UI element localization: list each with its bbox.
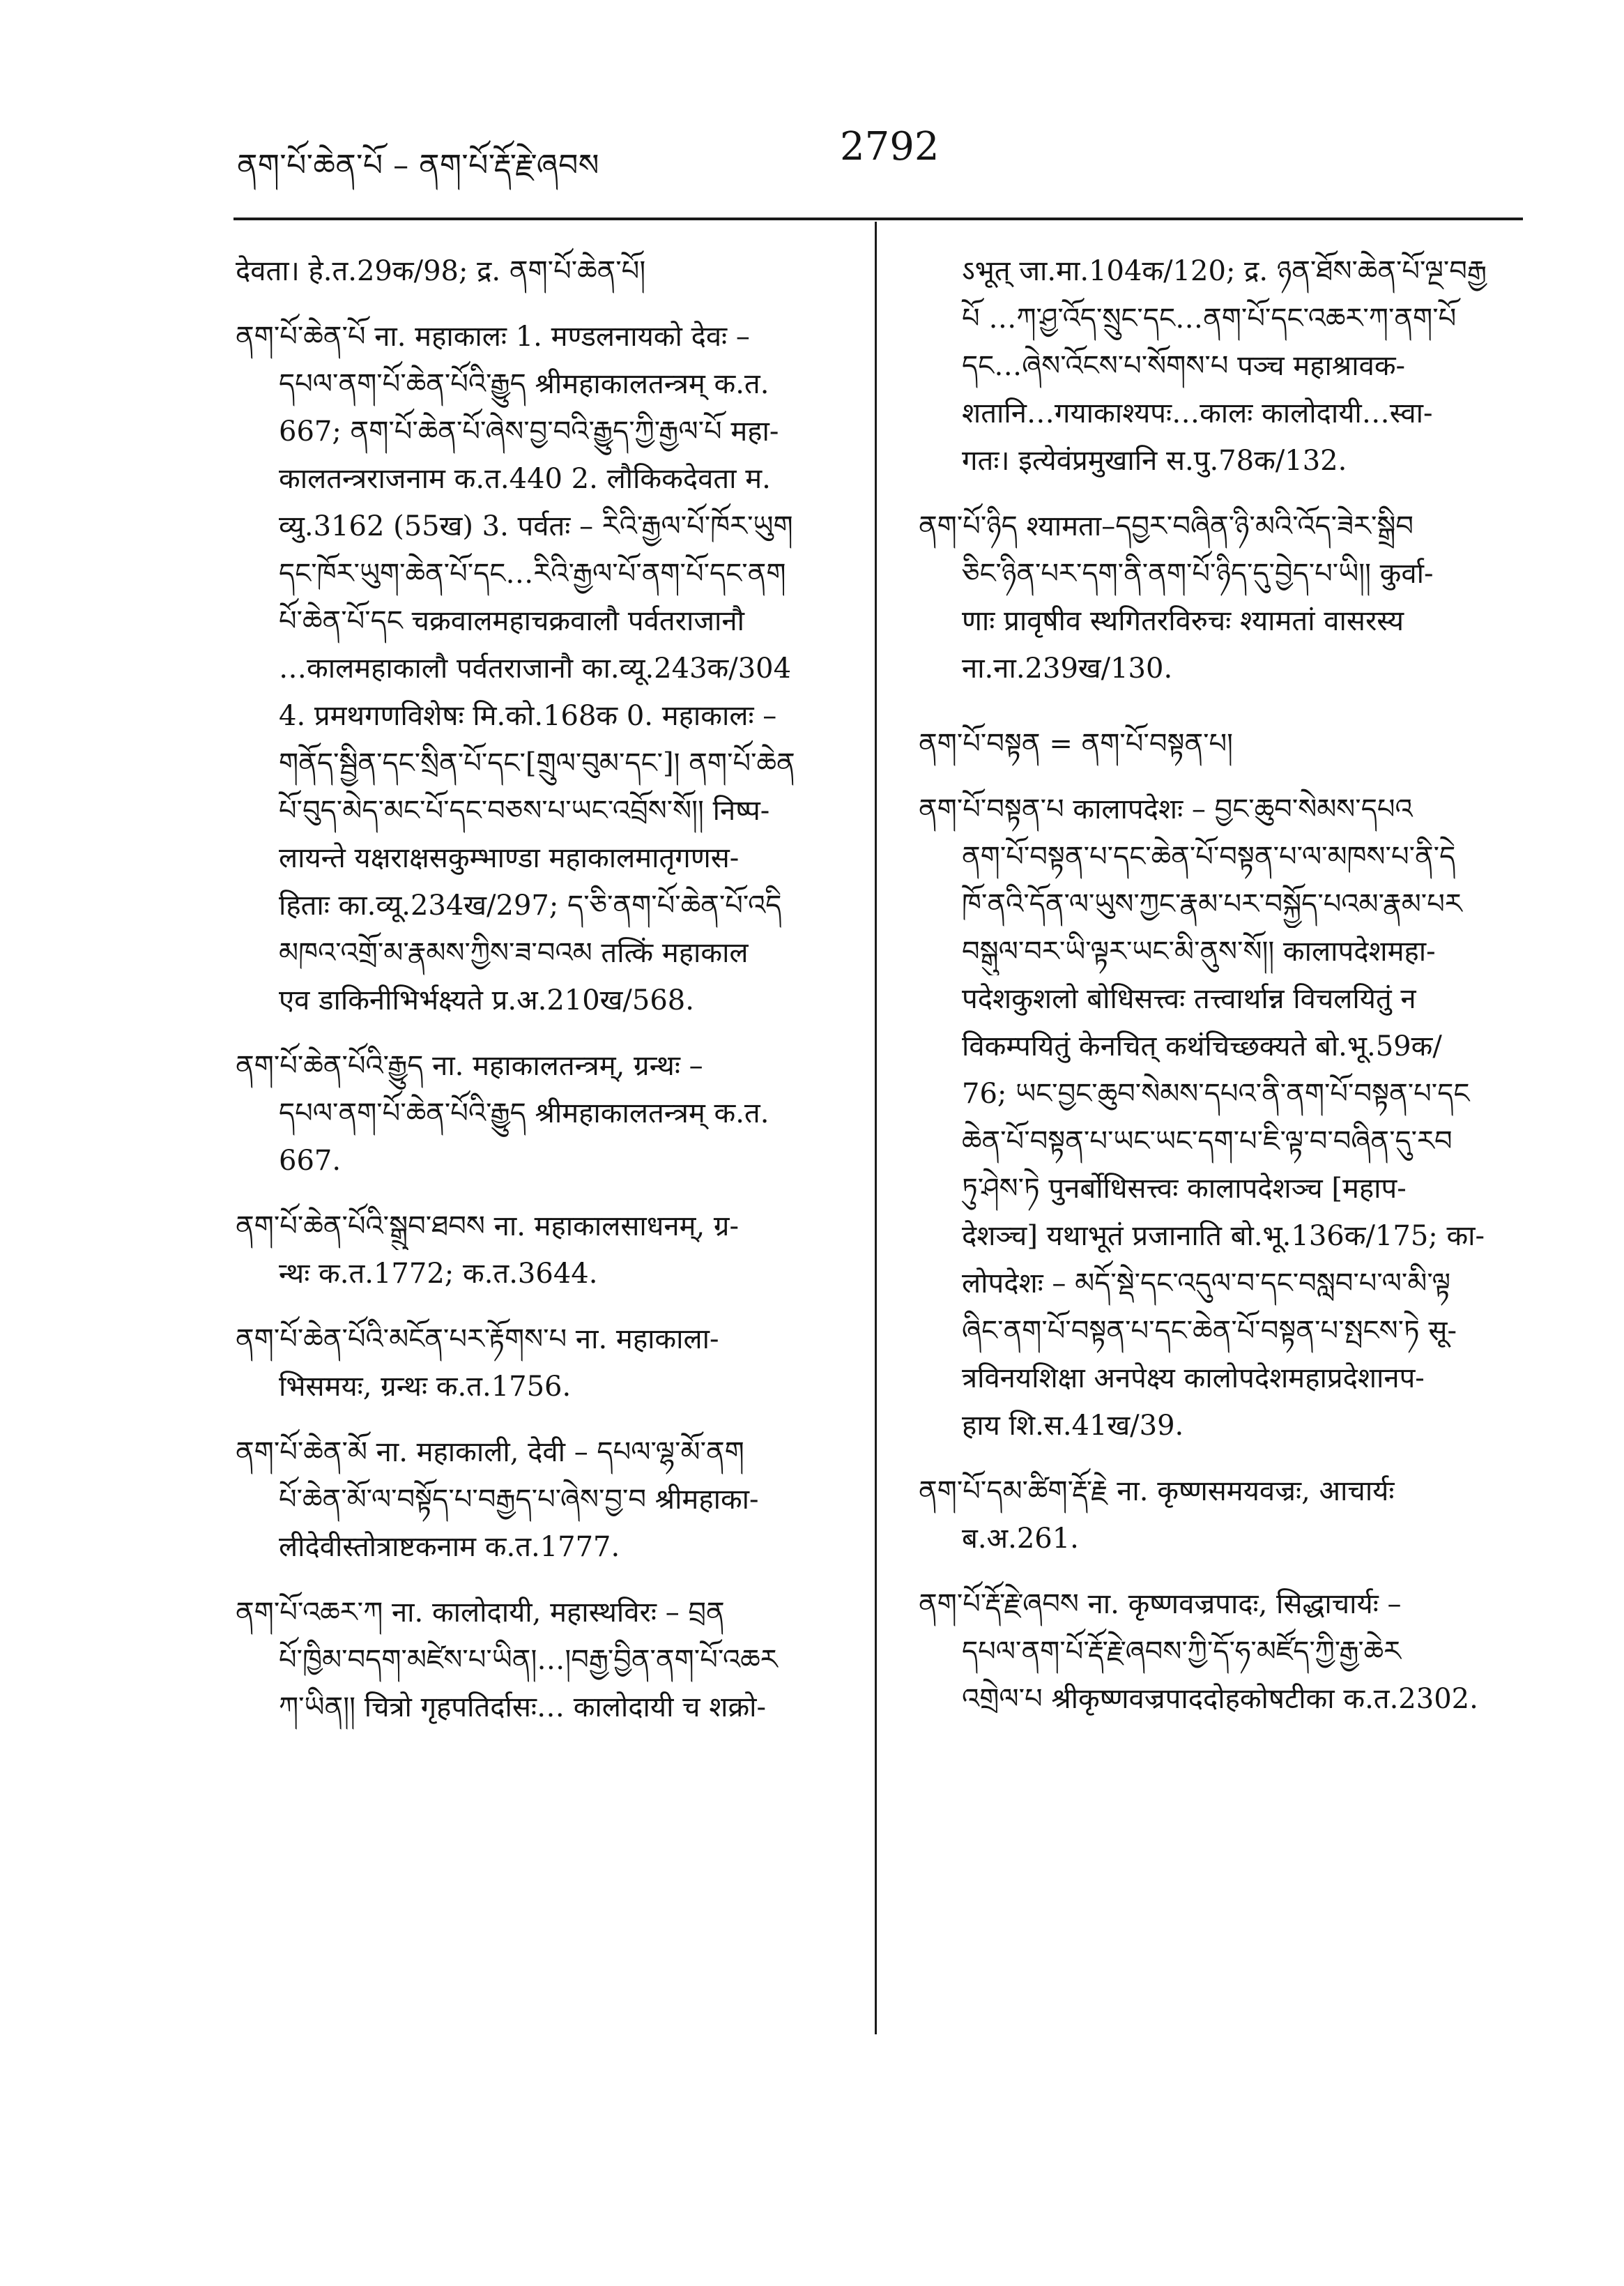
left-line: ཀ་ཡིན།། चित्रो गृहपतिर्दासः… कालोदायी च शक्रो- <box>279 1691 767 1723</box>
left-line: པོ་བུད་མེད་མང་པོ་དང་བཅས་པ་ཡང་འབྲོས་སོ།། निष्प- <box>279 795 770 827</box>
right-line: पदेशकुशलो बोधिसत्त्वः तत्त्वार्थान्न विचलयितुं न <box>962 983 1416 1015</box>
right-line: དཔལ་ནག་པོ་རྡོ་རྗེ་ཞབས་ཀྱི་དོ་ཧ་མཛོད་ཀྱི་རྒྱ་ཆེར <box>962 1636 1402 1668</box>
right-line: देशञ्च] यथाभूतं प्रजानाति बो.भू.136क/175; का- <box>962 1220 1485 1252</box>
right-line: པོ …ཀ་ཤྱ་འོད་སྲུང་དང…ནག་པོ་དང་འཆར་ཀ་ནག་པོ <box>962 303 1457 335</box>
right-line: ना.ना.239ख/130. <box>962 653 1173 685</box>
left-line: भिसमयः, ग्रन्थः क.त.1756. <box>279 1371 572 1403</box>
right-line: ཆེན་པོ་བསྟན་པ་ཡང་ཡང་དག་པ་ཇི་ལྟ་བ་བཞིན་དུ་རབ <box>962 1125 1453 1157</box>
entry-headword-line: ནག་པོ་ཆེན་པོ ना. महाकालः 1. मण्डलनायको देवः – <box>236 321 750 353</box>
left-line: པོ་ཆེན་པོ་དང चक्रवालमहाचक्रवालौ पर्वतराजानौ <box>279 605 744 637</box>
column-divider <box>875 222 877 2034</box>
running-head: ནག་པོ་ཆེན་པོ – ནག་པོ་རྡོ་རྗེ་ཞབས <box>237 148 599 183</box>
entry-headword-line: ནག་པོ་ཆེན་པོའི་རྒྱུད ना. महाकालतन्त्रम्, ग्रन्थः – <box>236 1050 703 1082</box>
left-line: པོ་ཆེན་མོ་ལ་བསྟོད་པ་བརྒྱད་པ་ཞེས་བྱ་བ श्रीमहाका- <box>279 1484 759 1516</box>
left-line: लायन्ते यक्षराक्षसकुम्भाण्डा महाकालमातृगणस- <box>279 842 740 874</box>
entry-headword-line: ནག་པོ་འཆར་ཀ ना. कालोदायी, महास्थविरः – བྲན <box>236 1597 725 1629</box>
left-line: 667; ནག་པོ་ཆེན་པོ་ཞེས་བྱ་བའི་རྒྱུད་ཀྱི་རྒྱལ་པོ महा- <box>279 416 779 448</box>
entry-headword-line: ནག་པོ་ཆེན་པོའི་སྒྲུབ་ཐབས ना. महाकालसाधनम्, ग्र- <box>236 1210 739 1242</box>
right-line: विकम्पयितुं केनचित् कथंचिच्छक्यते बो.भू.59क/ <box>962 1030 1442 1062</box>
left-line: व्यु.3162 (55ख) 3. पर्वतः – རིའི་རྒྱལ་པོ་ཁོར་ཡུག <box>279 510 793 542</box>
right-line: འགྲེལ་པ श्रीकृष्णवज्रपाददोहकोषटीका क.त.2302. <box>962 1683 1478 1715</box>
left-line: དང་ཁོར་ཡུག་ཆེན་པོ་དང…རིའི་རྒྱལ་པོ་ནག་པོ་དང་ནག <box>279 558 786 590</box>
right-column <box>919 247 1535 1723</box>
right-line: དང…ཞེས་འོངས་པ་སོགས་པ पञ्च महाश्रावक- <box>962 350 1406 382</box>
left-line: དཔལ་ནག་པོ་ཆེན་པོའི་རྒྱུད श्रीमहाकालतन्त्रम् क.त. <box>279 368 769 400</box>
right-line: हाय शि.स.41ख/39. <box>962 1410 1184 1442</box>
entry-headword-line: ནག་པོ་ཉིད श्यामता–དབྱར་བཞིན་ཉི་མའི་འོད་ཟེར་སྒྲིབ <box>919 510 1414 542</box>
left-line: མཁའ་འགྲོ་མ་རྣམས་ཀྱིས་ཟ་བའམ तत्किं महाकाल <box>279 937 749 969</box>
left-line: 4. प्रमथगणविशेषः मि.को.168क 0. महाकालः – <box>279 700 777 732</box>
header-rule <box>233 218 1523 220</box>
right-line: ནག་པོ་བསྟན་པ་དང་ཆེན་པོ་བསྟན་པ་ལ་མཁས་པ་ནི་དེ <box>962 841 1456 873</box>
page-number: 2792 <box>840 124 940 169</box>
right-line: त्रविनयशिक्षा अनपेक्ष्य कालोपदेशमहाप्रदेशानप- <box>962 1362 1425 1394</box>
right-line: ཁོ་ནའི་དོན་ལ་ཡུས་ཀྱང་རྣམ་པར་བསྐྱོད་པའམ་རྣམ་པར <box>962 888 1462 920</box>
left-line: པོ་ཁྱིམ་བདག་མཛེས་པ་ཡིན།…།བརྒྱ་བྱིན་ནག་པོ་འཆར <box>279 1644 778 1676</box>
left-line: …कालमहाकालौ पर्वतराजानौ का.व्यू.243क/304 <box>279 653 792 685</box>
left-line: དཔལ་ནག་པོ་ཆེན་པོའི་རྒྱུད श्रीमहाकालतन्त्रम् क.त. <box>279 1097 769 1129</box>
left-column <box>236 247 863 1731</box>
entry-headword-line: ནག་པོ་ཆེན་པོའི་མངོན་པར་རྟོགས་པ ना. महाकाला- <box>236 1323 719 1355</box>
entry-headword-line: ནག་པོ་ཆེན་མོ ना. महाकाली, देवी – དཔལ་ལྷ་མོ་ནག <box>236 1436 744 1468</box>
right-line: ཞིང་ནག་པོ་བསྟན་པ་དང་ཆེན་པོ་བསྟན་པ་སྤངས་ཏེ सू- <box>962 1315 1457 1347</box>
left-line: हिताः का.व्यू.234ख/297; ད་ཅི་ནག་པོ་ཆེན་པོ་འདི <box>279 890 782 922</box>
left-line: न्थः क.त.1772; क.त.3644. <box>279 1258 598 1290</box>
right-line: लोपदेशः – མདོ་སྡེ་དང་འདུལ་བ་དང་བསླབ་པ་ལ་མི་ལྟ <box>962 1267 1451 1300</box>
left-line: གནོད་སྦྱིན་དང་སྲིན་པོ་དང་[གྲུལ་བུམ་དང་]། ནག་པོ་ཆེན <box>279 747 795 779</box>
right-line: शतानि…गयाकाश्यपः…कालः कालोदायी…स्वा- <box>962 397 1433 429</box>
left-line: कालतन्त्रराजनाम क.त.440 2. लौकिकदेवता म. <box>279 463 771 495</box>
right-line: 76; ཡང་བྱང་ཆུབ་སེམས་དཔའ་ནི་ནག་པོ་བསྟན་པ་དང <box>962 1078 1470 1110</box>
right-line: गतः। इत्येवंप्रमुखानि स.पु.78क/132. <box>962 445 1347 477</box>
right-line: णाः प्रावृषीव स्थगितरविरुचः श्यामतां वासरस्य <box>962 605 1404 637</box>
left-line: देवता। हे.त.29क/98; द्र. ནག་པོ་ཆེན་པོ། <box>236 255 646 287</box>
entry-headword-line: ནག་པོ་བསྟན་པ कालापदेशः – བྱང་ཆུབ་སེམས་དཔའ <box>919 793 1413 825</box>
right-line: བསྒུལ་བར་ཡི་ལྟར་ཡང་མི་ནུས་སོ།། कालापदेशमहा- <box>962 936 1436 968</box>
entry-headword-line: ནག་པོ་དམ་ཚིག་རྡོ་རྗེ ना. कृष्णसमयवज्रः, आचार्यः <box>919 1475 1395 1507</box>
left-line: एव डाकिनीभिर्भक्ष्यते प्र.अ.210ख/568. <box>279 984 694 1016</box>
right-line: ब.अ.261. <box>962 1523 1079 1555</box>
right-line: ཏུ་ཤེས་ཏེ पुनर्बोधिसत्त्वः कालापदेशञ्च [महाप- <box>962 1173 1407 1205</box>
left-line: लीदेवीस्तोत्राष्टकनाम क.त.1777. <box>279 1531 620 1563</box>
left-line: 667. <box>279 1145 342 1177</box>
right-line: ཅིང་ཉིན་པར་དག་ནི་ནག་པོ་ཉིད་དུ་བྱེད་པ་ཡི།། कुर्वा- <box>962 558 1434 590</box>
entry-headword-line: ནག་པོ་རྡོ་རྗེ་ཞབས ना. कृष्णवज्रपादः, सिद्धाचार्यः – <box>919 1588 1402 1620</box>
right-line: ऽभूत् जा.मा.104क/120; द्र. ཉན་ཐོས་ཆེན་པོ་ལྔ་བརྒྱ <box>962 255 1487 287</box>
cross-reference-line: ནག་པོ་བསྟན = ནག་པོ་བསྟན་པ། <box>919 728 1234 760</box>
